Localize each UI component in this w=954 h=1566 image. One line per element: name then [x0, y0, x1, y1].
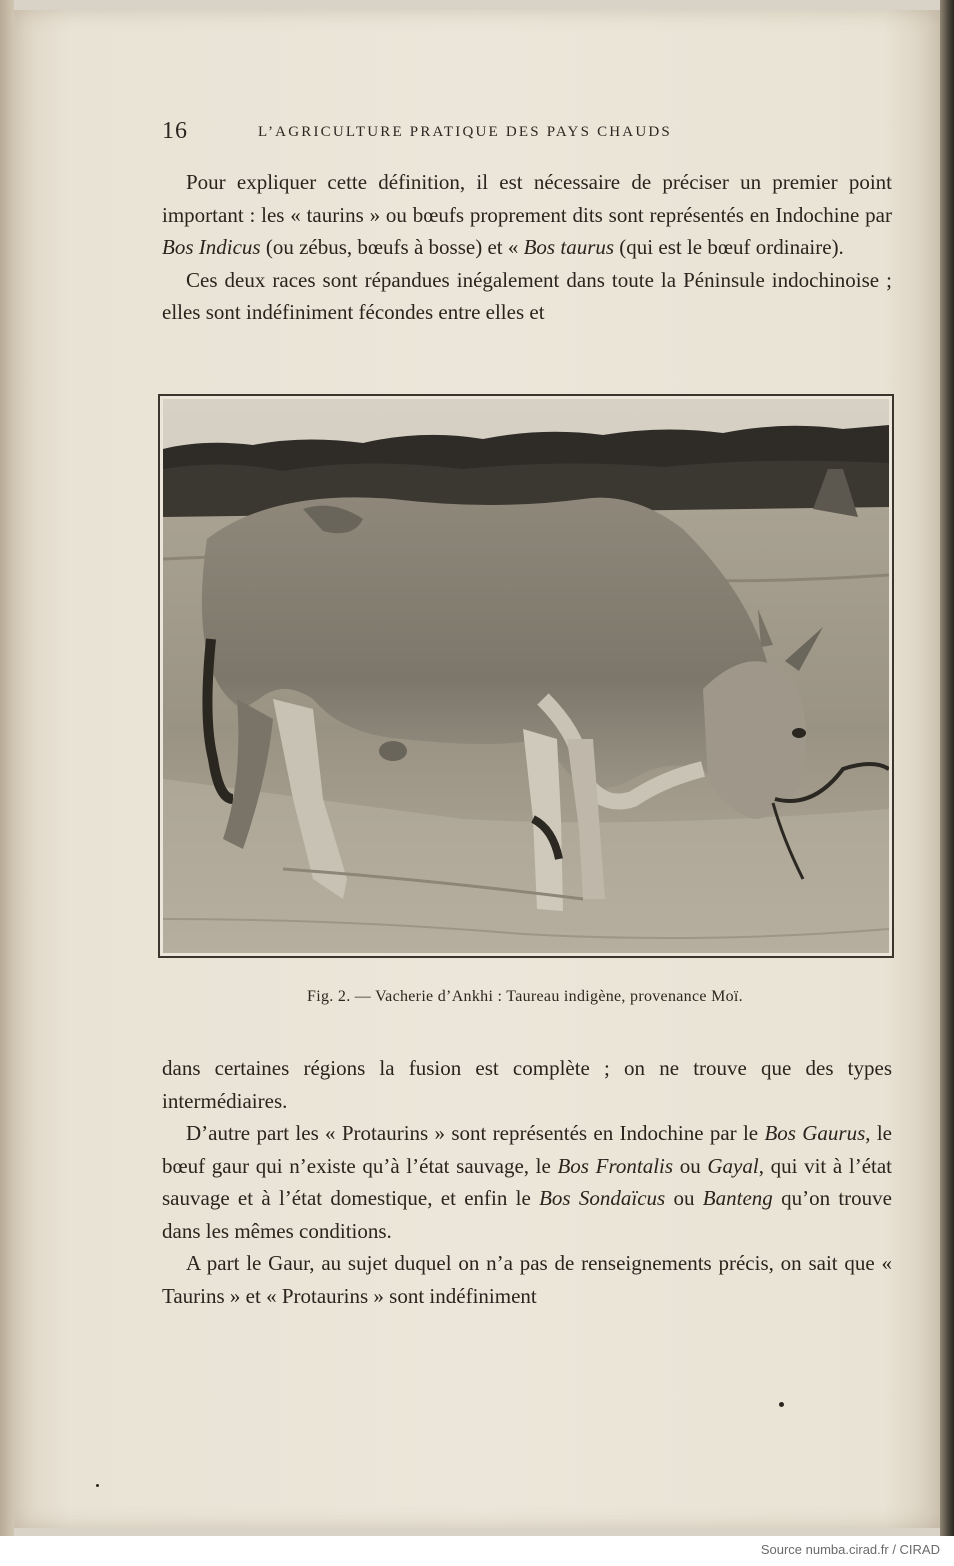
bull-photo-illustration — [163, 399, 889, 953]
text-run: D’autre part les « Protaurins » sont représentés en Indochine par le — [186, 1121, 765, 1145]
page-number: 16 — [162, 118, 188, 144]
text-run: ou — [665, 1186, 703, 1210]
species-name: Bos Frontalis — [557, 1153, 674, 1178]
text-run: Pour expliquer cette définition, il est nécessaire de préciser un premier point important : les « taurins » ou bœufs proprement dits sont représentés en Indochine par — [162, 170, 892, 227]
paragraph — [162, 1117, 892, 1247]
text-run: (ou zébus, bœufs à bosse) et « — [260, 235, 524, 259]
paragraph — [162, 166, 892, 264]
book-spine — [940, 0, 954, 1536]
species-name: Bos Sondaïcus — [539, 1186, 666, 1210]
source-credit: Source numba.cirad.fr / CIRAD — [760, 1542, 940, 1557]
text-block-bottom — [162, 1052, 892, 1312]
text-block-top — [162, 166, 892, 329]
running-head — [162, 118, 892, 148]
text-run: , qui vit à l’état sauvage et à l’état domestique, et enfin le — [162, 1153, 893, 1210]
text-run: ou — [673, 1153, 708, 1178]
paragraph: A part le Gaur, au sujet duquel on n’a pas de renseignements précis, on sait que « Taurins » et « Protaurins » sont indéfiniment — [162, 1251, 892, 1308]
bull-photograph — [163, 399, 889, 953]
figure-frame — [158, 394, 894, 958]
ink-speck — [96, 1484, 99, 1487]
figure-caption: Fig. 2. — Vacherie d’Ankhi : Taureau indigène, provenance Moï. — [307, 988, 743, 1005]
ink-speck — [779, 1402, 784, 1407]
species-name: Banteng — [702, 1186, 773, 1210]
paragraph: Ces deux races sont répandues inégalement dans toute la Péninsule indochinoise ; elles sont indéfiniment fécondes entre elles et — [162, 267, 892, 324]
species-name: Bos Indicus — [162, 235, 261, 259]
species-name: Gayal — [707, 1153, 759, 1178]
species-name: Bos taurus — [523, 235, 615, 259]
text-run: , le bœuf gaur qui n’existe qu’à l’état sauvage, le — [162, 1121, 892, 1178]
running-title: L’AGRICULTURE PRATIQUE DES PAYS CHAUDS — [258, 124, 672, 140]
paragraph: dans certaines régions la fusion est complète ; on ne trouve que des types intermédiaires. — [162, 1056, 892, 1113]
text-run: (qui est le bœuf ordinaire). — [614, 235, 844, 259]
text-run: qu’on trouve dans les mêmes conditions. — [162, 1186, 892, 1243]
species-name: Bos Gaurus — [764, 1121, 866, 1145]
page-left-edge — [0, 0, 14, 1536]
